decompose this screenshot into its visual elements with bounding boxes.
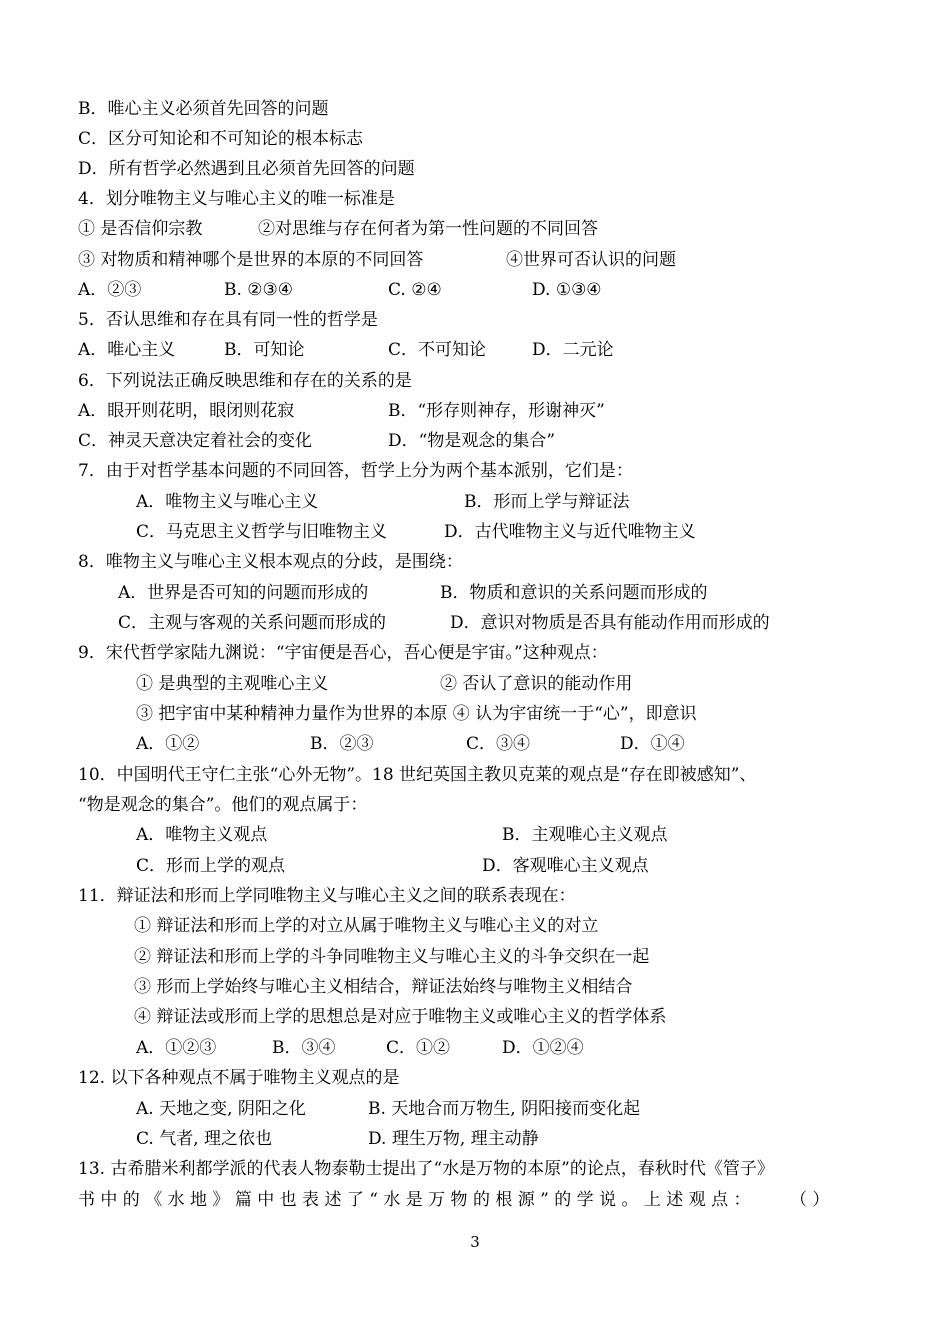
question-9-choices: A．①② B．②③ C．③④ D．①④ [136, 734, 685, 754]
question-4-items-1: ① 是否信仰宗教 ②对思维与存在何者为第一性问题的不同回答 [78, 219, 598, 239]
question-6: 6．下列说法正确反映思维和存在的关系的是 [78, 371, 412, 391]
option-d-philosophy: D．所有哲学必然遇到且必须首先回答的问题 [78, 159, 415, 179]
question-11-choices: A．①②③ B．③④ C．①② D．①②④ [136, 1038, 584, 1058]
question-6-choices-1: A．眼开则花明，眼闭则花寂 B．“形存则神存，形谢神灭” [78, 401, 605, 421]
question-4-items-2: ③ 对物质和精神哪个是世界的本原的不同回答 ④世界可否认识的问题 [78, 250, 676, 270]
question-10-choices-2: C．形而上学的观点 D．客观唯心主义观点 [136, 856, 649, 876]
question-5: 5．否认思维和存在具有同一性的哲学是 [78, 310, 378, 330]
question-10-choices-1: A．唯物主义观点 B．主观唯心主义观点 [136, 825, 668, 845]
question-11: 11．辩证法和形而上学同唯物主义与唯心主义之间的联系表现在： [78, 886, 576, 906]
question-9-items-2: ③ 把宇宙中某种精神力量作为世界的本原 ④ 认为宇宙统一于“心”，即意识 [136, 704, 697, 724]
question-8-choices-2: C．主观与客观的关系问题而形成的 D．意识对物质是否具有能动作用而形成的 [118, 613, 770, 633]
question-8: 8．唯物主义与唯心主义根本观点的分歧，是围绕： [78, 552, 463, 572]
option-b-idealism: B．唯心主义必须首先回答的问题 [78, 99, 329, 119]
question-11-item-4: ④ 辩证法或形而上学的思想总是对应于唯物主义或唯心主义的哲学体系 [134, 1007, 667, 1027]
question-10-line-2: “物是观念的集合”。他们的观点属于： [78, 795, 368, 815]
question-12: 12. 以下各种观点不属于唯物主义观点的是 [78, 1068, 400, 1088]
question-9: 9．宋代哲学家陆九渊说：“宇宙便是吾心，吾心便是宇宙。”这种观点： [78, 643, 608, 663]
answer-bracket: （ ） [790, 1190, 830, 1210]
question-11-item-3: ③ 形而上学始终与唯心主义相结合，辩证法始终与唯物主义相结合 [134, 977, 633, 997]
question-6-choices-2: C．神灵天意决定着社会的变化 D．“物是观念的集合” [78, 431, 556, 451]
question-10-line-1: 10．中国明代王守仁主张“心外无物”。18 世纪英国主教贝克莱的观点是“存在即被感知”、 [78, 765, 757, 785]
question-7-choices-2: C．马克思主义哲学与旧唯物主义 D．古代唯物主义与近代唯物主义 [136, 522, 696, 542]
question-12-choices-1: A. 天地之变, 阴阳之化 B. 天地合而万物生, 阴阳接而变化起 [136, 1099, 641, 1119]
question-11-item-1: ① 辩证法和形而上学的对立从属于唯物主义与唯心主义的对立 [134, 916, 599, 936]
option-c-knowability: C．区分可知论和不可知论的根本标志 [78, 129, 364, 149]
question-9-items-1: ① 是典型的主观唯心主义 ② 否认了意识的能动作用 [136, 674, 633, 694]
page-number: 3 [470, 1233, 480, 1251]
question-11-item-2: ② 辩证法和形而上学的斗争同唯物主义与唯心主义的斗争交织在一起 [134, 947, 650, 967]
question-4-choices: A．②③ B. ②③④ C. ②④ D. ①③④ [78, 280, 602, 300]
question-12-choices-2: C. 气者, 理之依也 D. 理生万物, 理主动静 [136, 1129, 539, 1149]
question-8-choices-1: A．世界是否可知的问题而形成的 B．物质和意识的关系问题而形成的 [118, 583, 708, 603]
question-13-line-2: 书 中 的 《 水 地 》 篇 中 也 表 述 了 “ 水 是 万 物 的 根 源 ” 的 学 说 。 上 述 观 点 ： （ ） [78, 1185, 880, 1215]
question-7-choices-1: A．唯物主义与唯心主义 B．形而上学与辩证法 [136, 492, 630, 512]
question-5-choices: A．唯心主义 B．可知论 C．不可知论 D．二元论 [78, 340, 614, 360]
question-7: 7．由于对哲学基本问题的不同回答，哲学上分为两个基本派别，它们是： [78, 461, 633, 481]
question-4: 4．划分唯物主义与唯心主义的唯一标准是 [78, 189, 395, 209]
question-13-line-1: 13. 古希腊米利都学派的代表人物泰勒士提出了“水是万物的本原”的论点，春秋时代《管子》 [78, 1159, 774, 1179]
